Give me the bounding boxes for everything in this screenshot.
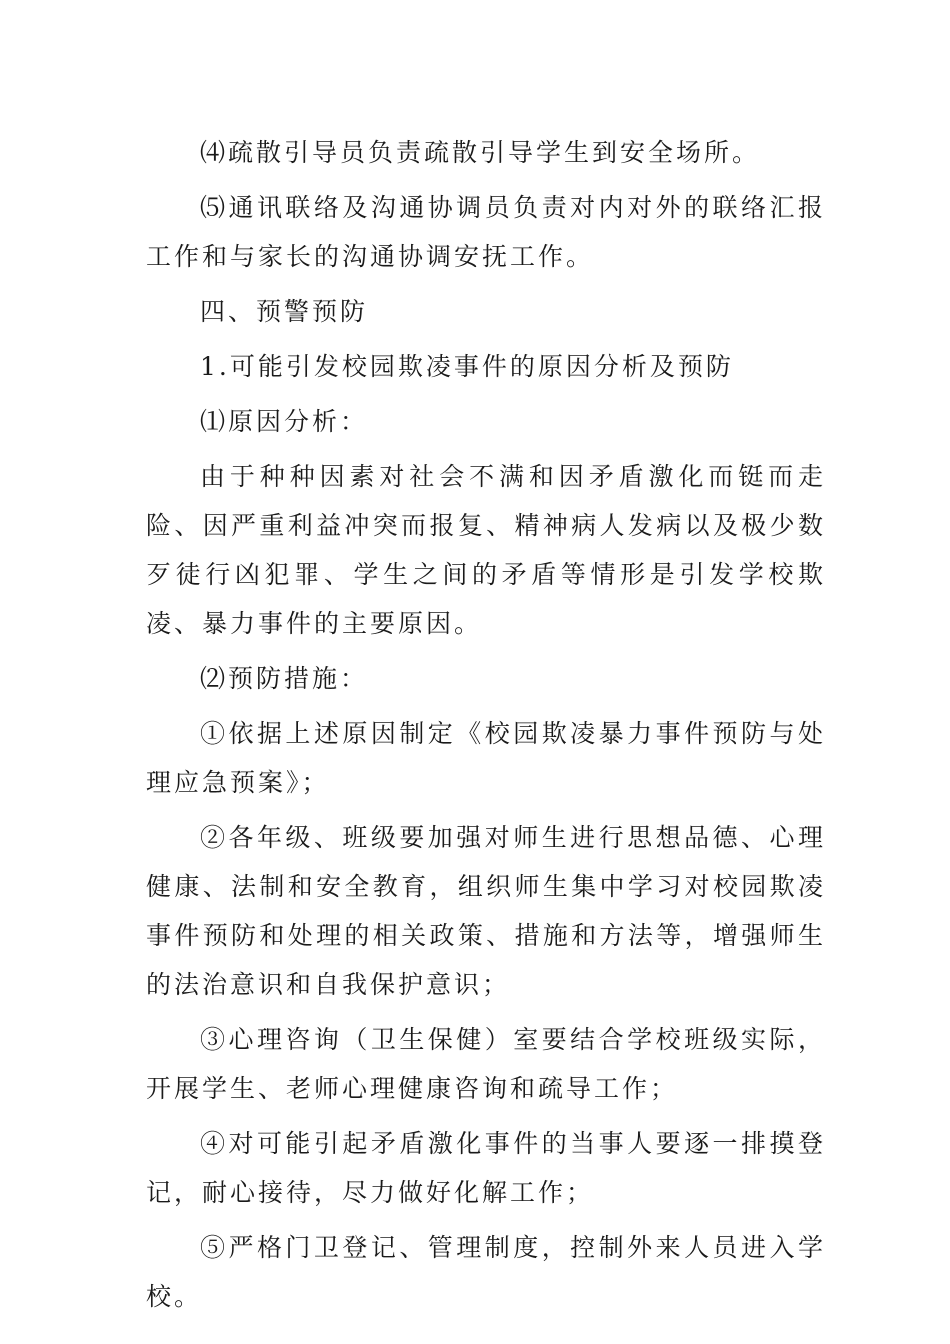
measure-item-1: ①依据上述原因制定《校园欺凌暴力事件预防与处理应急预案》； xyxy=(146,719,826,797)
measure-item-2: ②各年级、班级要加强对师生进行思想品德、心理健康、法制和安全教育，组织师生集中学习对校园欺凌事件预防和处理的相关政策、措施和方法等，增强师生的法治意识和自我保护意识； xyxy=(146,823,826,999)
item-heading-cause-analysis: ⑴原因分析： xyxy=(200,407,369,436)
paragraph-evacuation-guide: ⑷疏散引导员负责疏散引导学生到安全场所。 xyxy=(200,138,761,167)
section-heading-warning-prevention: 四、预警预防 xyxy=(200,297,369,326)
measure-item-4: ④对可能引起矛盾激化事件的当事人要逐一排摸登记，耐心接待，尽力做好化解工作； xyxy=(146,1129,826,1207)
paragraph-cause-description: 由于种种因素对社会不满和因矛盾激化而铤而走险、因严重利益冲突而报复、精神病人发病以及极少数歹徒行凶犯罪、学生之间的矛盾等情形是引发学校欺凌、暴力事件的主要原因。 xyxy=(146,462,826,638)
subsection-heading-cause-analysis: 1.可能引发校园欺凌事件的原因分析及预防 xyxy=(200,352,734,381)
item-heading-prevention-measures: ⑵预防措施： xyxy=(200,664,369,693)
measure-item-3: ③心理咨询（卫生保健）室要结合学校班级实际，开展学生、老师心理健康咨询和疏导工作； xyxy=(146,1025,826,1103)
measure-item-5: ⑤严格门卫登记、管理制度，控制外来人员进入学校。 xyxy=(146,1233,826,1311)
paragraph-communication-liaison: ⑸通讯联络及沟通协调员负责对内对外的联络汇报工作和与家长的沟通协调安抚工作。 xyxy=(146,193,826,271)
document-body xyxy=(146,128,826,1327)
